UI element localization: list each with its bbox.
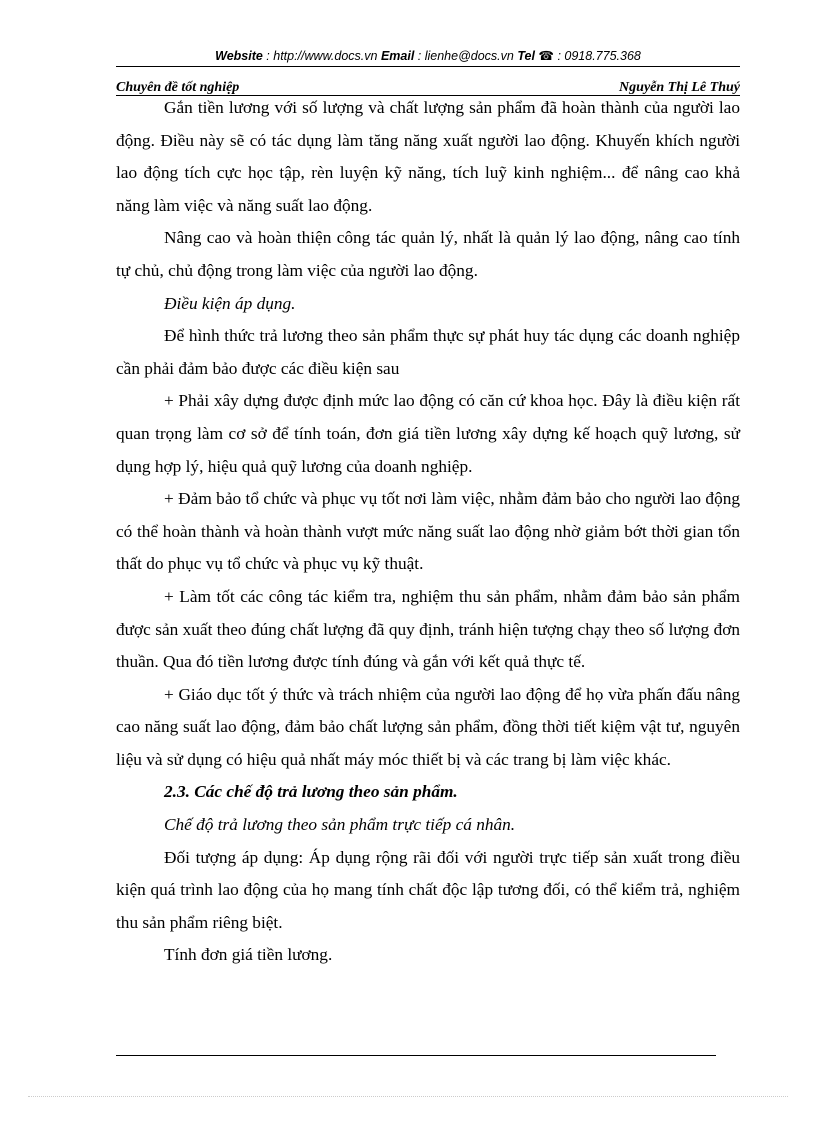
footer-divider <box>116 1055 716 1056</box>
paragraph: Đối tượng áp dụng: Áp dụng rộng rãi đối với người trực tiếp sản xuất trong điều kiện quá trình lao động của họ mang tính chất độc lập tương đối, có thể kiểm trả, nghiệm thu sản phẩm riêng biệt. <box>116 847 740 932</box>
section-label: Điều kiện áp dụng. <box>164 293 296 313</box>
paragraph: Tính đơn giá tiền lương. <box>164 945 333 965</box>
list-paragraph: + Đảm bảo tổ chức và phục vụ tốt nơi làm việc, nhằm đảm bảo cho người lao động có thể hoàn thành và hoàn thành vượt mức năng suất lao động nhờ giảm bớt thời gian tổn thất do phục vụ tổ chức và phục vụ kỹ thuật. <box>116 489 740 574</box>
paragraph: Nâng cao và hoàn thiện công tác quản lý, nhất là quản lý lao động, nâng cao tính tự chủ, chủ động trong làm việc của người lao động. <box>116 228 740 280</box>
paragraph: Gắn tiền lương với số lượng và chất lượng sản phẩm đã hoàn thành của người lao động. Điều này sẽ có tác dụng làm tăng năng xuất người lao động. Khuyến khích người lao động tích cực học tập, rèn luyện kỹ năng, tích luỹ kinh nghiệm... để nâng cao khả năng làm việc và năng suất lao động. <box>116 98 740 215</box>
section-heading: 2.3. Các chế độ trả lương theo sản phẩm. <box>164 782 458 802</box>
list-paragraph: + Làm tốt các công tác kiểm tra, nghiệm thu sản phẩm, nhằm đảm bảo sản phẩm được sản xuất theo đúng chất lượng đã quy định, tránh hiện tượng chạy theo số lượng đơn thuần. Qua đó tiền lương được tính đúng và gắn với kết quả thực tế. <box>116 586 740 672</box>
list-paragraph: + Phải xây dựng được định mức lao động có căn cứ khoa học. Đây là điều kiện rất quan trọng làm cơ sở để tính toán, đơn giá tiền lương xây dựng kế hoạch quỹ lương, sử dụng hợp lý, hiệu quả quỹ lương của doanh nghiệp. <box>116 391 740 476</box>
email-label: Email <box>380 49 415 63</box>
header-divider <box>116 66 740 67</box>
website-label: Website <box>215 49 263 63</box>
document-body <box>116 92 740 972</box>
tel-label: Tel ☎ <box>517 49 554 63</box>
website-value: : http://www.docs.vn <box>262 49 381 63</box>
tel-value: : 0918.775.368 <box>553 49 641 63</box>
list-paragraph: + Giáo dục tốt ý thức và trách nhiệm của người lao động để họ vừa phấn đấu nâng cao năng suất lao động, đảm bảo chất lượng sản phẩm, đồng thời tiết kiệm vật tư, nguyên liệu và sử dụng có hiệu quả nhất máy móc thiết bị và các trang bị làm việc khác. <box>116 684 740 769</box>
document-author: Nguyễn Thị Lê Thuý <box>619 80 740 95</box>
page-edge <box>28 1096 788 1097</box>
email-value: : lienhe@docs.vn <box>414 49 518 63</box>
website-header <box>116 48 740 64</box>
paragraph: Để hình thức trả lương theo sản phẩm thực sự phát huy tác dụng các doanh nghiệp cần phải đảm bảo được các điều kiện sau <box>116 326 740 378</box>
document-topic: Chuyên đề tốt nghiệp <box>116 80 240 95</box>
subsection-heading: Chế độ trả lương theo sản phẩm trực tiếp cá nhân. <box>164 815 516 835</box>
